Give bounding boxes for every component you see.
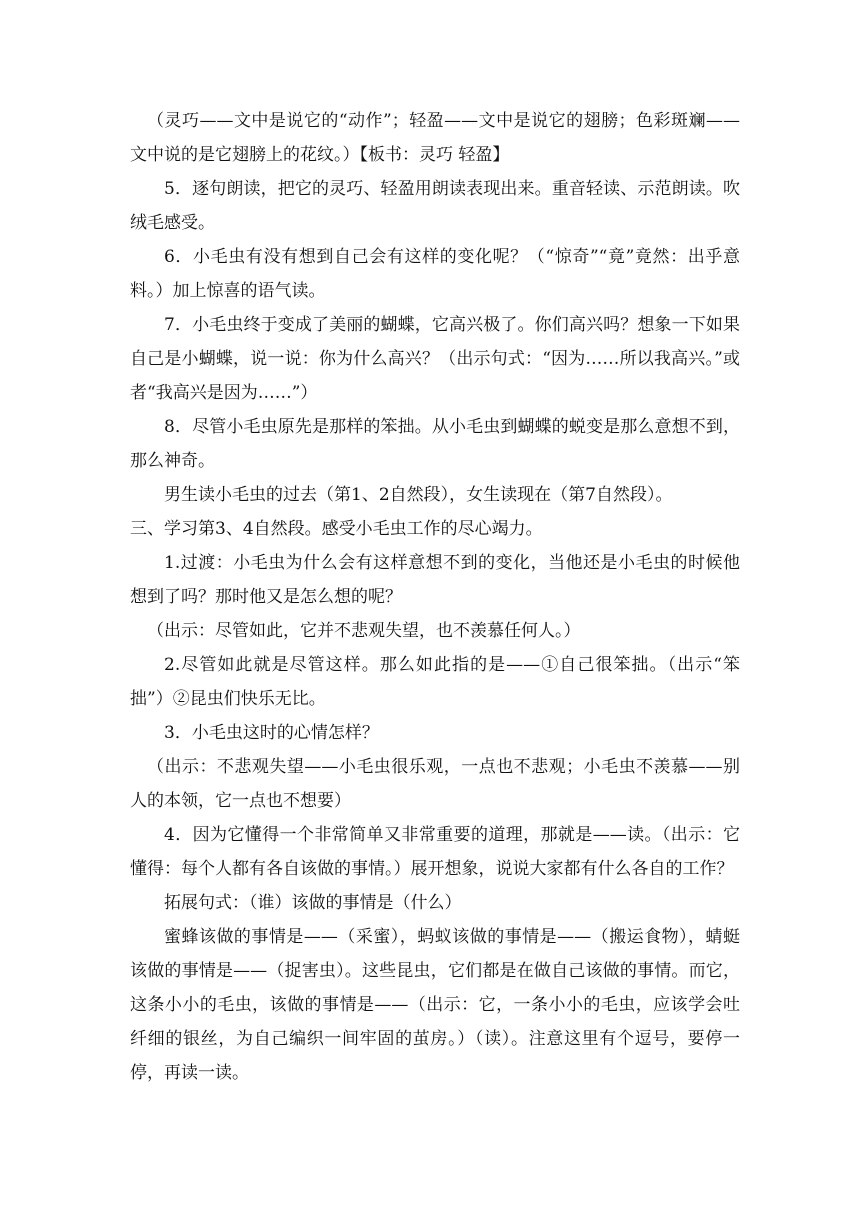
paragraph-step-5: 5．逐句朗读，把它的灵巧、轻盈用朗读表现出来。重音轻读、示范朗读。吹绒毛感受。 bbox=[130, 179, 740, 233]
paragraph-show-quote-2: （出示：不悲观失望——小毛虫很乐观，一点也不悲观；小毛虫不羡慕——别人的本领，它一点也不想要） bbox=[130, 757, 740, 811]
paragraph-transition-1: 1.过渡：小毛虫为什么会有这样意想不到的变化，当他还是小毛虫的时候他想到了吗？那时他又是怎么想的呢？ bbox=[130, 553, 740, 607]
paragraph-step-2: 2.尽管如此就是尽管这样。那么如此指的是——①自己很笨拙。（出示“笨拙”）②昆虫们快乐无比。 bbox=[130, 655, 740, 709]
document-body bbox=[130, 104, 740, 1090]
paragraph-sentence-pattern: 拓展句式：（谁）该做的事情是（什么） bbox=[164, 893, 462, 913]
paragraph-insects-example: 蜜蜂该做的事情是——（采蜜），蚂蚁该做的事情是——（搬运食物），蜻蜓该做的事情是——（捉害虫）。这些昆虫，它们都是在做自己该做的事情。而它，这条小小的毛虫，该做的事情是——（出示：它，一条小小的毛虫，应该学会吐纤细的银丝，为自己编织一间牢固的茧房。）（读）。注意这里有个逗号，要停一停，再读一读。 bbox=[130, 927, 740, 1083]
paragraph-step-3: 3．小毛虫这时的心情怎样？ bbox=[164, 723, 379, 743]
paragraph-step-8: 8．尽管小毛虫原先是那样的笨拙。从小毛虫到蝴蝶的蜕变是那么意想不到，那么神奇。 bbox=[130, 417, 740, 471]
paragraph-show-quote-1: （出示：尽管如此，它并不悲观失望，也不羡慕任何人。） bbox=[147, 621, 581, 641]
paragraph-reading-roles: 男生读小毛虫的过去（第1、2自然段），女生读现在（第7自然段）。 bbox=[164, 485, 673, 505]
paragraph-step-6: 6．小毛虫有没有想到自己会有这样的变化呢？（“惊奇”“竟”竟然：出乎意料。）加上惊喜的语气读。 bbox=[130, 247, 740, 301]
section-heading-3: 三、学习第3、4自然段。感受小毛虫工作的尽心竭力。 bbox=[130, 519, 543, 539]
paragraph-word-meanings: （灵巧——文中是说它的“动作”；轻盈——文中是说它的翅膀；色彩斑斓——文中说的是它翅膀上的花纹。）【板书：灵巧 轻盈】 bbox=[130, 111, 740, 165]
paragraph-step-4: 4．因为它懂得一个非常简单又非常重要的道理，那就是——读。（出示：它懂得：每个人都有各自该做的事情。）展开想象，说说大家都有什么各自的工作？ bbox=[130, 825, 740, 879]
paragraph-step-7: 7．小毛虫终于变成了美丽的蝴蝶，它高兴极了。你们高兴吗？想象一下如果自己是小蝴蝶，说一说：你为什么高兴？（出示句式：“因为……所以我高兴。”或者“我高兴是因为……”） bbox=[130, 315, 740, 403]
